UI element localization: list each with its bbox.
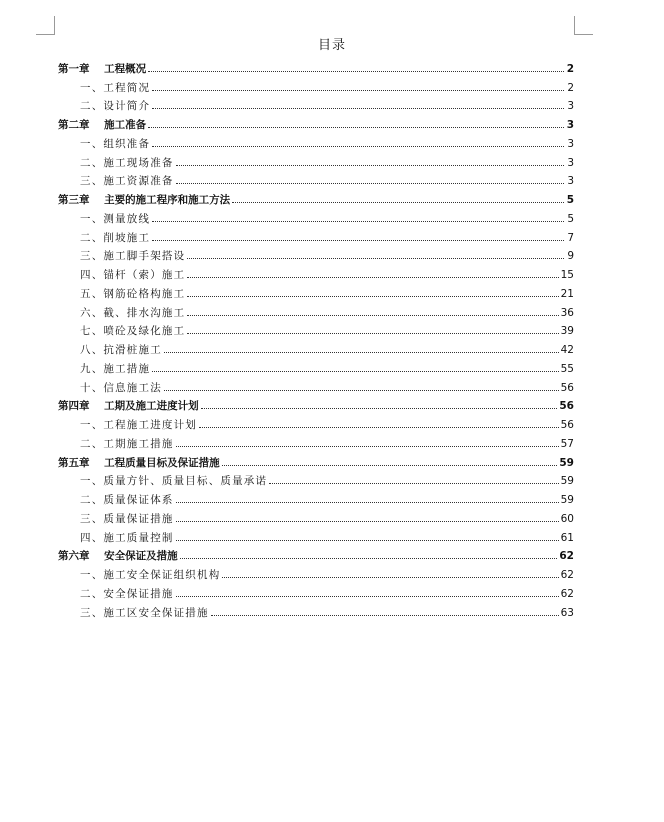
toc-entry-label: 第一章 工程概况 (58, 62, 147, 75)
toc-entry-label: 三、施工资源准备 (80, 175, 174, 188)
toc-dot-leader (148, 71, 564, 72)
toc-section-entry[interactable] (58, 262, 574, 281)
toc-entry-page-number: 3 (566, 119, 574, 131)
toc-entry-label: 第六章 安全保证及措施 (58, 550, 178, 563)
toc-entry-page-number: 2 (566, 62, 574, 75)
toc-section-entry[interactable] (58, 356, 574, 375)
toc-entry-page-number: 9 (567, 250, 574, 263)
table-of-contents (58, 56, 574, 619)
toc-entry-label: 三、施工脚手架搭设 (80, 250, 186, 263)
toc-entry-page-number: 3 (567, 175, 574, 188)
toc-dot-leader (152, 90, 564, 91)
toc-section-entry[interactable] (58, 206, 574, 225)
toc-dot-leader (176, 521, 559, 522)
toc-entry-page-number: 2 (567, 81, 574, 94)
toc-dot-leader (211, 615, 559, 616)
toc-chapter-entry[interactable] (58, 187, 574, 206)
toc-entry-label: 一、组织准备 (80, 137, 151, 150)
toc-entry-page-number: 56 (559, 400, 574, 413)
toc-dot-leader (187, 296, 558, 297)
toc-entry-page-number: 56 (560, 381, 574, 394)
crop-mark-top-right (574, 16, 593, 35)
toc-section-entry[interactable] (58, 300, 574, 319)
toc-entry-label: 十、信息施工法 (80, 381, 162, 394)
toc-entry-label: 二、削坡施工 (80, 231, 151, 244)
toc-dot-leader (152, 240, 564, 241)
toc-section-entry[interactable] (58, 375, 574, 394)
toc-dot-leader (222, 465, 558, 466)
toc-entry-page-number: 61 (560, 531, 574, 544)
toc-entry-page-number: 63 (560, 606, 574, 619)
toc-dot-leader (199, 427, 559, 428)
toc-chapter-entry[interactable] (58, 56, 574, 75)
toc-entry-page-number: 62 (560, 569, 574, 581)
crop-mark-top-left (36, 16, 55, 35)
toc-dot-leader (152, 221, 564, 222)
toc-section-entry[interactable] (58, 562, 574, 581)
toc-dot-leader (187, 333, 558, 334)
toc-dot-leader (176, 446, 559, 447)
toc-chapter-entry[interactable] (58, 112, 574, 131)
toc-dot-leader (176, 540, 559, 541)
toc-dot-leader (232, 202, 564, 203)
toc-entry-label: 五、钢筋砼格构施工 (80, 287, 186, 300)
toc-entry-page-number: 15 (560, 269, 574, 281)
toc-entry-label: 第三章 主要的施工程序和施工方法 (58, 194, 231, 206)
toc-section-entry[interactable] (58, 75, 574, 94)
toc-entry-page-number: 59 (560, 475, 574, 488)
toc-section-entry[interactable] (58, 525, 574, 544)
toc-entry-label: 第四章 工期及施工进度计划 (58, 400, 199, 413)
toc-entry-page-number: 5 (566, 194, 574, 206)
toc-entry-label: 二、工期施工措施 (80, 437, 174, 450)
toc-section-entry[interactable] (58, 169, 574, 188)
toc-entry-page-number: 62 (560, 587, 574, 600)
toc-dot-leader (176, 596, 559, 597)
toc-entry-page-number: 39 (560, 325, 574, 338)
toc-section-entry[interactable] (58, 469, 574, 488)
toc-entry-label: 二、安全保证措施 (80, 587, 174, 600)
toc-title: 目录 (317, 38, 346, 53)
toc-entry-label: 二、质量保证体系 (80, 494, 174, 506)
toc-entry-page-number: 59 (560, 494, 574, 506)
toc-dot-leader (176, 502, 559, 503)
toc-entry-page-number: 3 (567, 100, 574, 113)
toc-entry-page-number: 56 (560, 419, 574, 431)
toc-chapter-entry[interactable] (58, 450, 574, 469)
toc-entry-page-number: 59 (559, 456, 574, 469)
toc-entry-label: 六、截、排水沟施工 (80, 306, 186, 319)
toc-section-entry[interactable] (58, 94, 574, 113)
toc-entry-label: 一、工程简况 (80, 81, 151, 94)
toc-entry-label: 三、施工区安全保证措施 (80, 606, 209, 619)
toc-dot-leader (152, 371, 558, 372)
toc-entry-page-number: 55 (560, 362, 574, 375)
toc-entry-label: 七、喷砼及绿化施工 (80, 325, 186, 338)
toc-section-entry[interactable] (58, 487, 574, 506)
toc-dot-leader (152, 108, 564, 109)
toc-dot-leader (187, 277, 558, 278)
toc-entry-page-number: 3 (567, 137, 574, 150)
toc-section-entry[interactable] (58, 581, 574, 600)
toc-dot-leader (269, 483, 558, 484)
toc-dot-leader (164, 352, 559, 353)
toc-entry-label: 八、抗滑桩施工 (80, 344, 162, 356)
toc-entry-label: 一、质量方针、质量目标、质量承诺 (80, 475, 268, 488)
toc-dot-leader (164, 390, 559, 391)
toc-dot-leader (187, 258, 564, 259)
toc-dot-leader (148, 127, 564, 128)
toc-section-entry[interactable] (58, 131, 574, 150)
toc-section-entry[interactable] (58, 431, 574, 450)
toc-entry-page-number: 57 (560, 437, 574, 450)
toc-entry-page-number: 36 (560, 306, 574, 319)
toc-section-entry[interactable] (58, 150, 574, 169)
toc-chapter-entry[interactable] (58, 544, 574, 563)
toc-section-entry[interactable] (58, 337, 574, 356)
toc-section-entry[interactable] (58, 600, 574, 619)
toc-entry-label: 二、设计简介 (80, 100, 151, 113)
toc-entry-page-number: 42 (560, 344, 574, 356)
toc-dot-leader (176, 183, 564, 184)
toc-entry-page-number: 62 (559, 550, 574, 563)
toc-dot-leader (176, 165, 564, 166)
toc-entry-label: 四、施工质量控制 (80, 531, 174, 544)
toc-entry-page-number: 7 (567, 231, 574, 244)
toc-section-entry[interactable] (58, 225, 574, 244)
toc-entry-label: 九、施工措施 (80, 362, 151, 375)
toc-dot-leader (201, 408, 558, 409)
toc-entry-label: 一、工程施工进度计划 (80, 419, 197, 431)
toc-dot-leader (222, 577, 558, 578)
toc-entry-label: 一、施工安全保证组织机构 (80, 569, 221, 581)
toc-entry-page-number: 3 (567, 156, 574, 169)
toc-entry-label: 二、施工现场准备 (80, 156, 174, 169)
toc-dot-leader (187, 315, 558, 316)
toc-entry-label: 第二章 施工准备 (58, 119, 147, 131)
toc-section-entry[interactable] (58, 319, 574, 338)
toc-entry-page-number: 21 (560, 287, 574, 300)
toc-entry-label: 第五章 工程质量目标及保证措施 (58, 456, 220, 469)
toc-entry-page-number: 60 (560, 512, 574, 525)
toc-section-entry[interactable] (58, 412, 574, 431)
toc-entry-label: 四、锚杆（索）施工 (80, 269, 186, 281)
toc-section-entry[interactable] (58, 244, 574, 263)
toc-section-entry[interactable] (58, 506, 574, 525)
toc-entry-label: 一、测量放线 (80, 212, 151, 225)
toc-entry-label: 三、质量保证措施 (80, 512, 174, 525)
toc-entry-page-number: 5 (567, 212, 574, 225)
toc-chapter-entry[interactable] (58, 394, 574, 413)
toc-dot-leader (180, 558, 558, 559)
toc-dot-leader (152, 146, 564, 147)
toc-section-entry[interactable] (58, 281, 574, 300)
